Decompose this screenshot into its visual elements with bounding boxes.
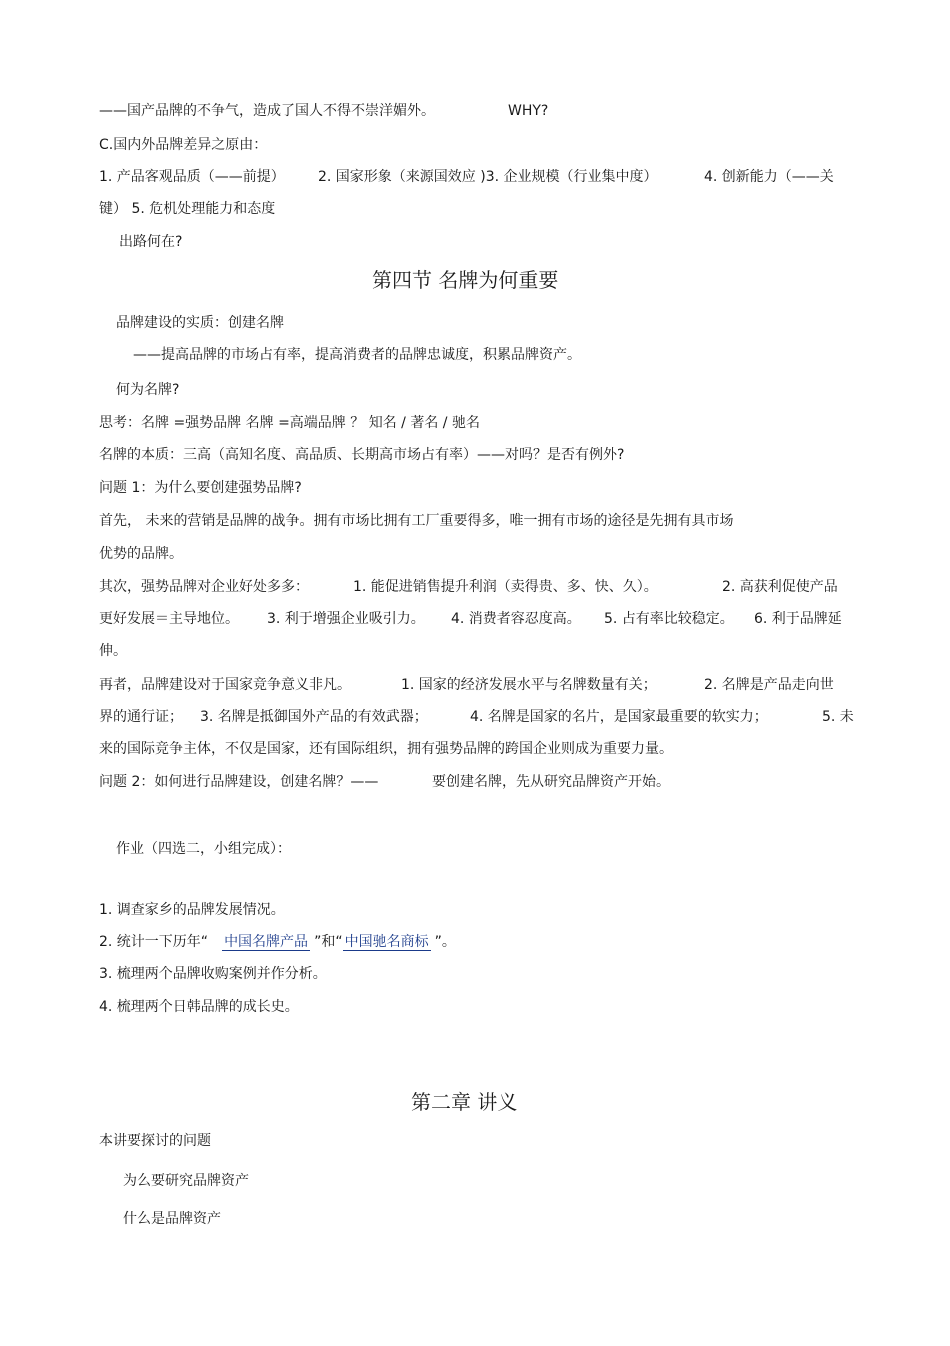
text-line: 2. 名牌是产品走向世 xyxy=(704,677,834,693)
text-line: 何为名牌? xyxy=(116,382,180,398)
text-line: 键） 5. 危机处理能力和态度 xyxy=(99,201,276,217)
text-line: WHY? xyxy=(508,103,549,119)
section-heading: 第四节 名牌为何重要 xyxy=(372,268,559,292)
text-line: 再者，品牌建设对于国家竞争意义非凡。 xyxy=(99,677,351,693)
list-item xyxy=(99,932,456,952)
text-line: 要创建名牌，先从研究品牌资产开始。 xyxy=(432,774,670,790)
text-line: C.国内外品牌差异之原由： xyxy=(99,137,268,153)
text-line: 3. 名牌是抵御国外产品的有效武器； xyxy=(200,709,428,725)
text-line: 名牌的本质：三高（高知名度、高品质、长期高市场占有率）——对吗？是否有例外? xyxy=(99,447,625,463)
text-line: 更好发展＝主导地位。 xyxy=(99,611,239,627)
text-line: 3. 利于增强企业吸引力。 xyxy=(267,611,425,627)
text-line: 为么要研究品牌资产 xyxy=(123,1173,249,1189)
text-line: 4. 名牌是国家的名片，是国家最重要的软实力； xyxy=(470,709,768,725)
text-line: 1. 产品客观品质（——前提） xyxy=(99,169,285,185)
text-line: 2. 国家形象（来源国效应 )3. 企业规模（行业集中度） xyxy=(318,169,658,185)
text-line: 1. 国家的经济发展水平与名牌数量有关； xyxy=(401,677,657,693)
text-line: 2. 高获利促使产品 xyxy=(722,579,838,595)
list-item: 3. 梳理两个品牌收购案例并作分析。 xyxy=(99,966,327,982)
text-line: 问题 2：如何进行品牌建设，创建名牌？—— xyxy=(99,774,379,790)
text-line: 5. 占有率比较稳定。 xyxy=(604,611,734,627)
text-line: 6. 利于品牌延 xyxy=(754,611,842,627)
text-line: 其次，强势品牌对企业好处多多： xyxy=(99,579,309,595)
chapter-heading: 第二章 讲义 xyxy=(411,1090,518,1114)
text-line: 1. 能促进销售提升利润（卖得贵、多、快、久）。 xyxy=(353,579,658,595)
brand-product-link[interactable]: 中国名牌产品 xyxy=(224,934,309,950)
text-line: 来的国际竞争主体，不仅是国家，还有国际组织，拥有强势品牌的跨国企业则成为重要力量。 xyxy=(99,741,673,757)
text-line: 伸。 xyxy=(99,643,127,659)
text-line: 什么是品牌资产 xyxy=(123,1211,221,1227)
text-line: 品牌建设的实质：创建名牌 xyxy=(116,315,284,331)
list-item: 4. 梳理两个日韩品牌的成长史。 xyxy=(99,999,299,1015)
text-line: 首先， 未来的营销是品牌的战争。拥有市场比拥有工厂重要得多，唯一拥有市场的途径是先拥有具市场 xyxy=(99,513,734,529)
text-line: ——提高品牌的市场占有率，提高消费者的品牌忠诚度，积累品牌资产。 xyxy=(133,347,581,363)
text-line: 本讲要探讨的问题 xyxy=(99,1133,211,1149)
text-line: 界的通行证； xyxy=(99,709,183,725)
list-item-text: ”。 xyxy=(434,934,456,950)
list-item-text: 2. 统计一下历年“ xyxy=(99,934,209,950)
text-line: 问题 1：为什么要创建强势品牌? xyxy=(99,480,302,496)
text-line: 5. 未 xyxy=(822,709,854,725)
list-item: 1. 调查家乡的品牌发展情况。 xyxy=(99,902,285,918)
famous-trademark-link[interactable]: 中国驰名商标 xyxy=(344,934,429,950)
text-line: 4. 消费者容忍度高。 xyxy=(451,611,581,627)
text-line: 4. 创新能力（——关 xyxy=(704,169,834,185)
text-line: 出路何在? xyxy=(119,234,183,250)
text-line: 思考：名牌 =强势品牌 名牌 =高端品牌 ？ 知名 / 著名 / 驰名 xyxy=(99,415,480,431)
text-line: 作业（四选二，小组完成）： xyxy=(116,841,291,857)
list-item-text: ”和“ xyxy=(314,934,343,950)
text-line: 优势的品牌。 xyxy=(99,546,183,562)
text-line: ——国产品牌的不争气，造成了国人不得不崇洋媚外。 xyxy=(99,103,435,119)
